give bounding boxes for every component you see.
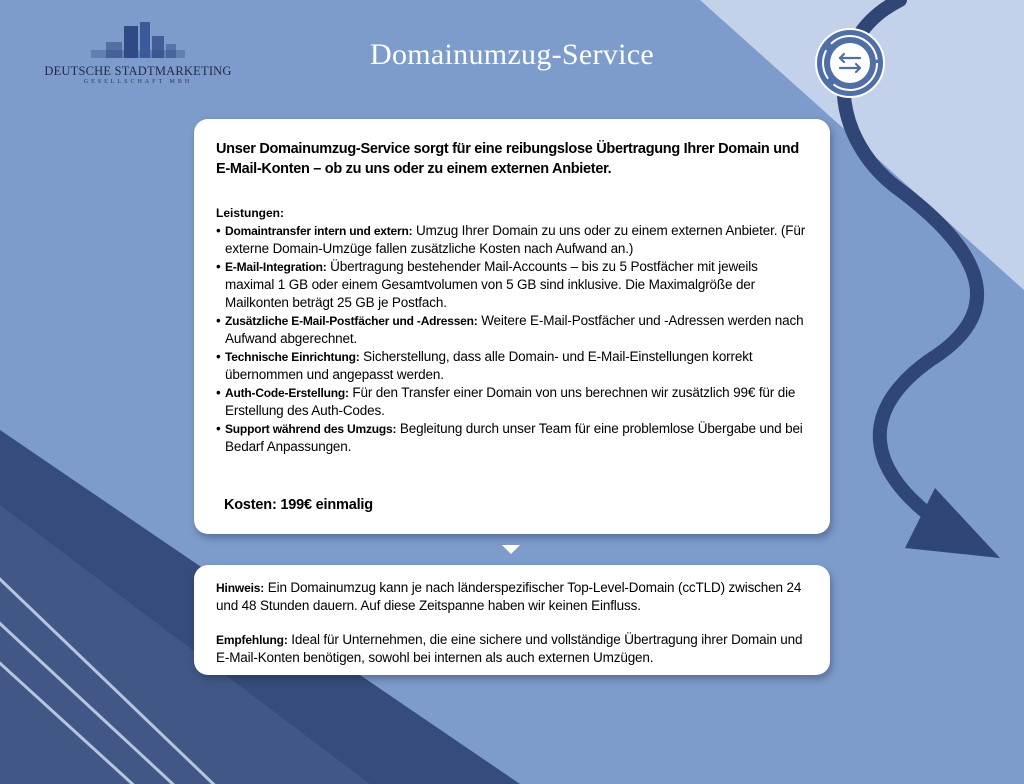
service-text: Für den Transfer einer Domain von uns berechnen wir zusätzlich 99€ für die Erstellung des Auth-Codes. (225, 385, 796, 418)
brand-name: DEUTSCHE STADTMARKETING (44, 64, 232, 78)
swap-arrows-icon[interactable] (813, 26, 887, 100)
bullet: • (216, 259, 221, 274)
services-list (216, 222, 806, 456)
services-heading: Leistungen: (216, 206, 284, 220)
service-label: Support während des Umzugs: (225, 422, 397, 436)
service-text: Umzug Ihrer Domain zu uns oder zu einem externen Anbieter. (Für externe Domain-Umzüge fallen zusätzliche Kosten nach Aufwand an.) (225, 223, 806, 256)
list-item (216, 384, 806, 420)
service-label: Technische Einrichtung: (225, 350, 360, 364)
service-label: Auth-Code-Erstellung: (225, 386, 349, 400)
note-card (194, 565, 830, 675)
service-details-card (194, 119, 830, 534)
down-triangle-icon (502, 545, 520, 554)
bullet: • (216, 349, 221, 364)
list-item (216, 312, 806, 348)
bullet: • (216, 313, 221, 328)
service-text: Begleitung durch unser Team für eine problemlose Übergabe und bei Bedarf Anpassungen. (225, 421, 803, 454)
intro-text: Unser Domainumzug-Service sorgt für eine reibungslose Übertragung Ihrer Domain und E-Mail-Konten – ob zu uns oder zu einem externen Anbieter. (216, 141, 799, 177)
price-text: Kosten: 199€ einmalig (224, 497, 373, 513)
recommendation-label: Empfehlung: (216, 633, 288, 647)
service-text: Übertragung bestehender Mail-Accounts – bis zu 5 Postfächer mit jeweils maximal 1 GB oder einem Gesamtvolumen von 5 GB sind inklusive. Die Maximalgröße der Mailkonten beträgt 25 GB je Postfach. (225, 259, 758, 310)
hint-label: Hinweis: (216, 581, 265, 595)
brand-subtitle: GESELLSCHAFT MBH (83, 79, 193, 85)
company-logo (36, 18, 240, 90)
list-item (216, 420, 806, 456)
service-label: Domaintransfer intern und extern: (225, 224, 413, 238)
service-text: Weitere E-Mail-Postfächer und -Adressen werden nach Aufwand abgerechnet. (225, 313, 804, 346)
service-text: Sicherstellung, dass alle Domain- und E-Mail-Einstellungen korrekt übernommen und angepasst werden. (225, 349, 753, 382)
skyline-logo-icon (36, 18, 240, 62)
bullet: • (216, 421, 221, 436)
hint-text: Ein Domainumzug kann je nach länderspezifischer Top-Level-Domain (ccTLD) zwischen 24 und 48 Stunden dauern. Auf diese Zeitspanne haben wir keinen Einfluss. (216, 580, 802, 613)
bullet: • (216, 385, 221, 400)
recommendation-text: Ideal für Unternehmen, die eine sichere und vollständige Übertragung ihrer Domain und E-Mail-Konten benötigen, sowohl bei internen als auch externen Umzügen. (216, 632, 803, 665)
service-label: Zusätzliche E-Mail-Postfächer und -Adressen: (225, 314, 478, 328)
recommendation-paragraph (216, 631, 816, 666)
list-item (216, 258, 806, 312)
service-label: E-Mail-Integration: (225, 260, 327, 274)
hint-paragraph (216, 579, 816, 614)
bullet: • (216, 223, 221, 238)
page-title: Domainumzug-Service (370, 38, 654, 71)
list-item (216, 348, 806, 384)
list-item (216, 222, 806, 258)
